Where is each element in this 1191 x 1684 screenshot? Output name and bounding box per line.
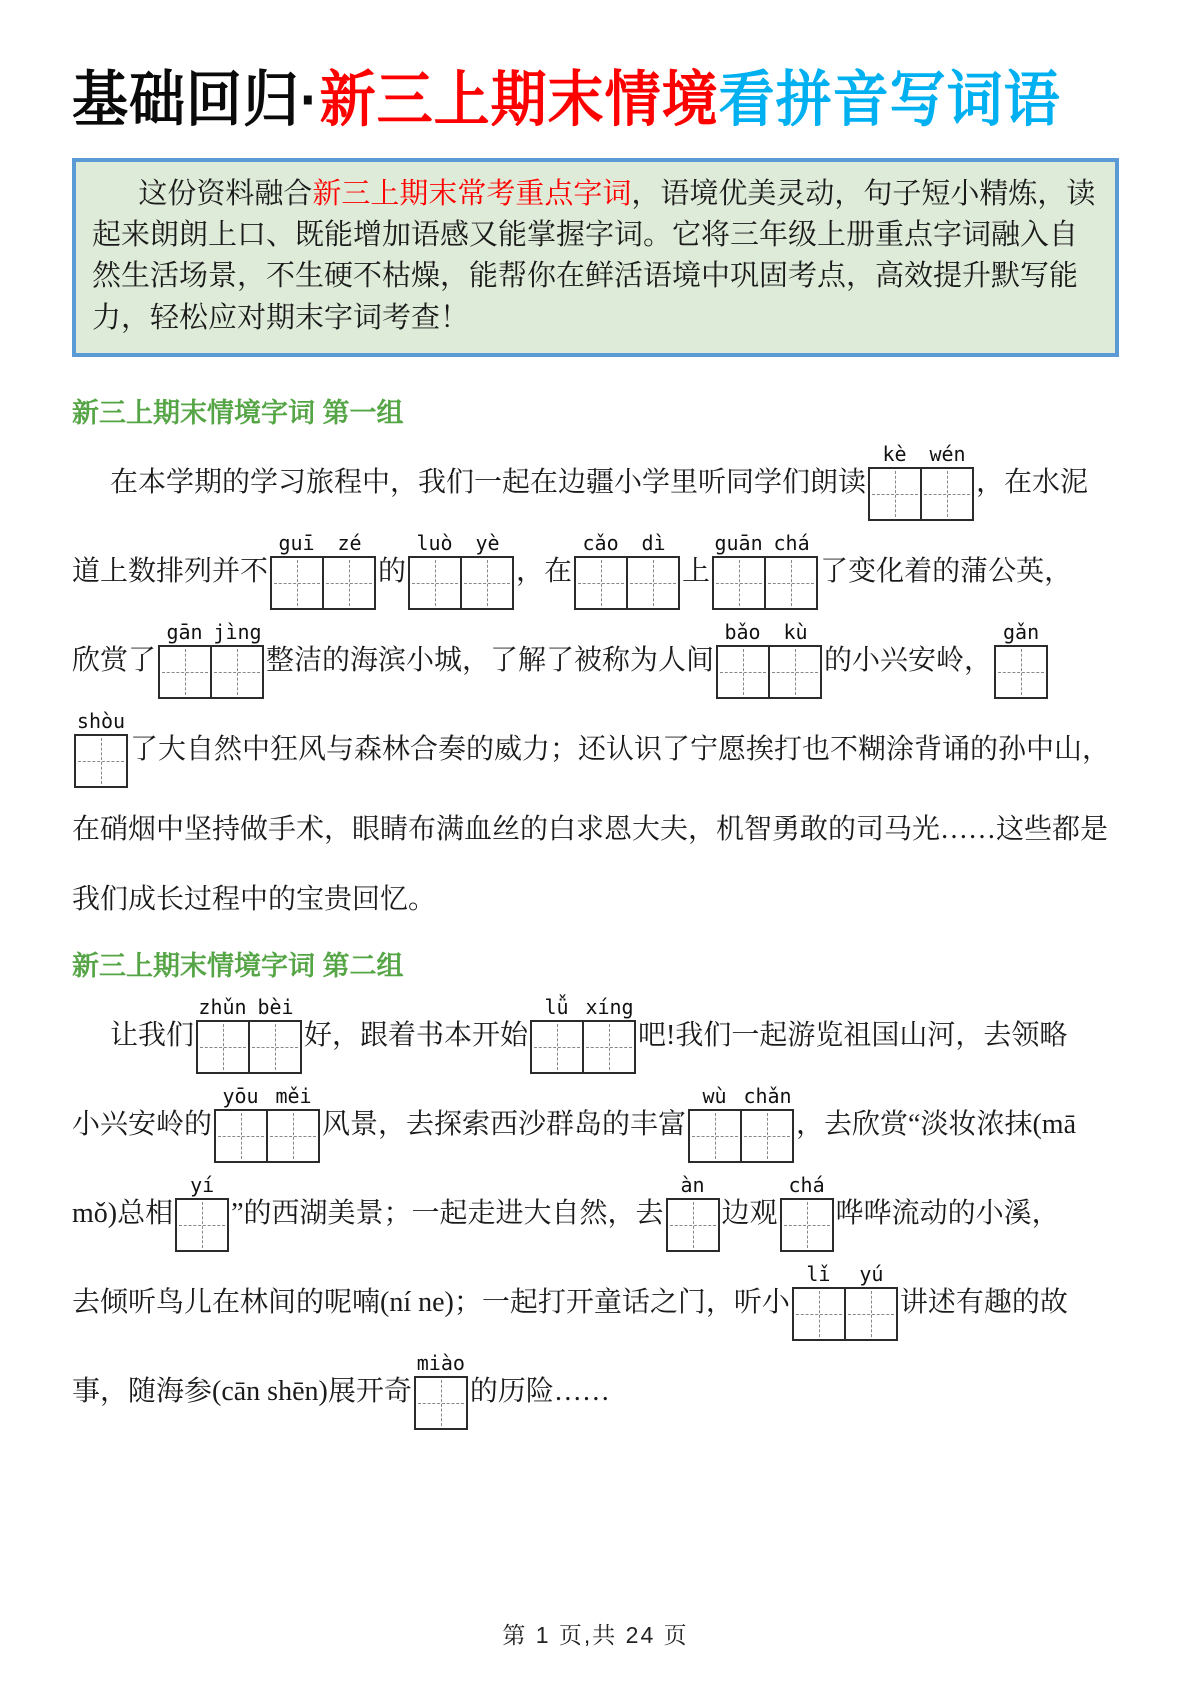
writing-grid-cell [688,1109,742,1163]
pinyin-syllable: měi [275,1083,312,1108]
text-run: ，在 [516,556,573,588]
pinyin-label [196,993,302,1020]
pinyin-writing-field [712,529,818,610]
writing-grid-cell [74,734,128,788]
paragraph-line [72,1349,1119,1430]
text-run: mǒ)总相 [72,1198,174,1230]
writing-grid-cell [792,1287,846,1341]
pinyin-label [74,707,128,734]
pinyin-writing-field [666,1171,720,1252]
text-run: 边观 [721,1198,778,1230]
writing-grid [688,1109,794,1163]
text-run: 我们成长过程中的宝贵回忆。 [72,883,437,915]
pinyin-syllable: kù [783,619,808,644]
text-run: 讲述有趣的故 [899,1287,1068,1319]
text-run: 去倾听鸟儿在林间的呢喃(ní ne)；一起打开童话之门，听小 [72,1287,790,1319]
writing-grid [666,1198,720,1252]
text-run: 的 [378,556,407,588]
text-run: 好，跟着书本开始 [304,1020,529,1052]
pinyin-label [666,1171,720,1198]
text-run: 哗哗流动的小溪， [835,1198,1060,1230]
text-run: 上 [682,556,711,588]
writing-grid-cell [626,556,680,610]
writing-grid-cell [994,645,1048,699]
pinyin-writing-field [688,1082,794,1163]
pinyin-syllable: bǎo [724,619,761,644]
pinyin-syllable: lǐ [806,1261,831,1286]
text-run: 了变化着的蒲公英， [820,556,1073,588]
title-part-red: 新三上期末情境 [319,64,719,133]
pinyin-syllable: chá [788,1172,825,1197]
writing-grid-cell [158,645,212,699]
pinyin-syllable: yú [859,1261,884,1286]
writing-grid-cell [844,1287,898,1341]
pinyin-label [414,1349,468,1376]
writing-grid-cell [764,556,818,610]
pinyin-syllable: gān [166,619,203,644]
writing-grid-cell [214,1109,268,1163]
paragraph-line [72,796,1119,858]
writing-grid [994,645,1048,699]
pinyin-syllable: shòu [76,708,126,733]
writing-grid [530,1020,636,1074]
pinyin-syllable: zé [337,530,362,555]
pinyin-label [780,1171,834,1198]
pinyin-label [530,993,636,1020]
pinyin-label [688,1082,794,1109]
pinyin-label [270,529,376,556]
paragraph-line [72,1082,1119,1163]
pinyin-writing-field [994,618,1048,699]
pinyin-writing-field [196,993,302,1074]
paragraph-line [72,866,1119,928]
pinyin-writing-field [408,529,514,610]
section-heading: 新三上期末情境字词 第二组 [72,950,404,981]
paragraph-line [72,1260,1119,1341]
writing-grid-cell [574,556,628,610]
section-1 [72,391,1119,928]
paragraph-line [72,440,1119,521]
writing-grid-cell [530,1020,584,1074]
writing-grid-cell [210,645,264,699]
pinyin-label [716,618,822,645]
intro-highlight: 新三上期末常考重点字词 [312,178,632,210]
text-run: 了大自然中狂风与森林合奏的威力；还认识了宁愿挨打也不糊涂背诵的孙中山， [130,734,1111,766]
pinyin-syllable: bèi [257,994,294,1019]
text-run: 整洁的海滨小城，了解了被称为人间 [266,645,715,677]
text-run: 吧!我们一起游览祖国山河，去领略 [638,1020,1068,1052]
intro-box [72,158,1119,357]
text-run: 的历险…… [469,1376,610,1408]
writing-grid [414,1376,468,1430]
writing-grid-cell [414,1376,468,1430]
writing-grid-cell [768,645,822,699]
writing-grid [196,1020,302,1074]
writing-grid-cell [270,556,324,610]
writing-grid [158,645,264,699]
pinyin-label [868,440,974,467]
pinyin-label [712,529,818,556]
writing-grid-cell [322,556,376,610]
pinyin-syllable: dì [641,530,666,555]
writing-grid [214,1109,320,1163]
writing-grid-cell [196,1020,250,1074]
writing-grid-cell [920,467,974,521]
section-heading: 新三上期末情境字词 第一组 [72,397,404,428]
paragraph-line [72,529,1119,610]
writing-grid-cell [266,1109,320,1163]
paragraph-line [72,707,1119,788]
pinyin-writing-field [792,1260,898,1341]
writing-grid-cell [716,645,770,699]
pinyin-label [994,618,1048,645]
pinyin-label [408,529,514,556]
text-run: 事，随海参(cān shēn)展开奇 [72,1376,412,1408]
paragraph-line [72,1171,1119,1252]
pinyin-syllable: miào [416,1350,465,1375]
pinyin-writing-field [716,618,822,699]
pinyin-writing-field [158,618,264,699]
pinyin-writing-field [270,529,376,610]
writing-grid [175,1198,229,1252]
pinyin-label [158,618,264,645]
text-run: ，在水泥 [976,467,1089,499]
writing-grid [716,645,822,699]
writing-grid-cell [712,556,766,610]
pinyin-writing-field [74,707,128,788]
writing-grid [270,556,376,610]
pinyin-syllable: yōu [222,1083,259,1108]
intro-paragraph [92,174,1099,339]
writing-grid [780,1198,834,1252]
page-title [72,52,1119,138]
pinyin-syllable: cǎo [582,530,619,555]
text-run: 在本学期的学习旅程中，我们一起在边疆小学里听同学们朗读 [110,467,867,499]
writing-grid-cell [740,1109,794,1163]
pinyin-writing-field [214,1082,320,1163]
pinyin-writing-field [175,1171,229,1252]
pinyin-syllable: yí [190,1172,215,1197]
writing-grid [868,467,974,521]
intro-text: 这份资料融合 [138,178,313,210]
pinyin-label [175,1171,229,1198]
text-run: ”的西湖美景；一起走进大自然，去 [231,1198,664,1230]
pinyin-syllable: guān [714,530,763,555]
text-run: 让我们 [110,1020,195,1052]
writing-grid-cell [868,467,922,521]
writing-grid-cell [460,556,514,610]
intro-text: ，语境优美灵动，句子短小精炼，读起来朗朗上口、既能增加语感又能掌握字词。它将三年级上册重点字词融入自然生活场景，不生硬不枯燥，能帮你在鲜活语境中巩固考点，高效提升默写能力，轻松应对期末字词考查！ [92,178,1096,334]
pinyin-writing-field [574,529,680,610]
pinyin-syllable: luò [416,530,453,555]
pinyin-label [574,529,680,556]
pinyin-writing-field [780,1171,834,1252]
writing-grid-cell [175,1198,229,1252]
sections-container [72,377,1119,1446]
writing-grid-cell [780,1198,834,1252]
writing-grid-cell [408,556,462,610]
page-footer: 第 1 页,共 24 页 [502,1622,689,1648]
pinyin-writing-field [414,1349,468,1430]
pinyin-label [214,1082,320,1109]
pinyin-syllable: wén [929,441,966,466]
paragraph-line [72,993,1119,1074]
writing-grid-cell [666,1198,720,1252]
text-run: 欣赏了 [72,645,157,677]
writing-grid-cell [582,1020,636,1074]
writing-grid [408,556,514,610]
title-part-black: 基础回归· [72,64,320,133]
pinyin-syllable: wù [702,1083,727,1108]
pinyin-label [792,1260,898,1287]
text-run: 道上数排列并不 [72,556,269,588]
pinyin-syllable: xíng [585,994,634,1019]
text-run: 的小兴安岭， [824,645,993,677]
writing-grid [792,1287,898,1341]
text-run: 小兴安岭的 [72,1109,213,1141]
text-run: 风景，去探索西沙群岛的丰富 [322,1109,687,1141]
text-run: ，去欣赏“淡妆浓抹(mā [796,1109,1076,1141]
pinyin-syllable: kè [882,441,907,466]
paragraph-line [72,618,1119,699]
pinyin-writing-field [530,993,636,1074]
pinyin-syllable: guī [278,530,315,555]
section-2 [72,944,1119,1430]
pinyin-syllable: chǎn [743,1083,792,1108]
writing-grid [74,734,128,788]
pinyin-syllable: yè [475,530,500,555]
pinyin-writing-field [868,440,974,521]
writing-grid [712,556,818,610]
text-run: 在硝烟中坚持做手术，眼睛布满血丝的白求恩大夫，机智勇敢的司马光……这些都是 [72,813,1109,845]
pinyin-syllable: jìng [213,619,262,644]
title-part-blue: 看拼音写词语 [718,64,1061,133]
pinyin-syllable: lǚ [544,994,569,1019]
pinyin-syllable: gǎn [1002,619,1040,644]
writing-grid [574,556,680,610]
pinyin-syllable: zhǔn [198,994,247,1019]
pinyin-syllable: chá [773,530,810,555]
writing-grid-cell [248,1020,302,1074]
pinyin-syllable: àn [680,1172,705,1197]
